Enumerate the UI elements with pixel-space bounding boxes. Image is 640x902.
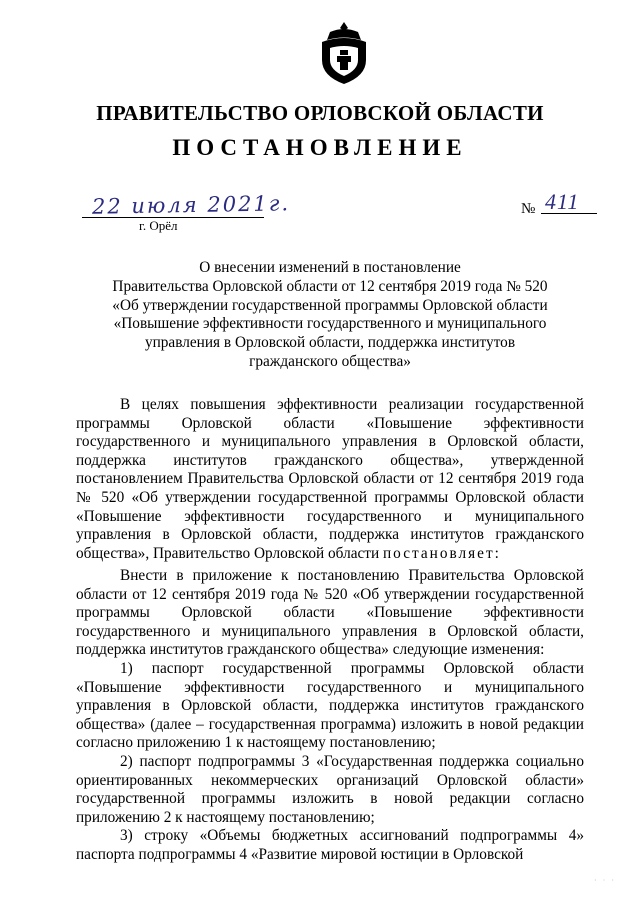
decree-word: постановляет: <box>382 544 501 562</box>
preamble-paragraph <box>76 396 584 563</box>
coat-of-arms-icon <box>318 20 370 86</box>
list-item: 1) паспорт государственной программы Орловской области «Повышение эффективности государственного и муниципального управления в Орловской области, поддержка институтов гражданского общества» (далее – государственная программа) изложить в новой редакции согласно приложению 1 к настоящему постановлению; <box>76 659 584 752</box>
subject-line: «Об утверждении государственной программы Орловской области <box>112 296 548 314</box>
document-subject <box>100 259 560 372</box>
city-label: г. Орёл <box>139 218 178 233</box>
number-underline <box>541 213 597 214</box>
list-item: 2) паспорт подпрограммы 3 «Государственная поддержка социально ориентированных некоммерческих организаций Орловской области» государственной программы изложить в новой редакции согласно приложению 2 к настоящему постановлению; <box>76 752 584 826</box>
subject-line: О внесении изменений в постановление <box>199 259 461 276</box>
subject-line: Правительства Орловской области от 12 сентября 2019 года № 520 <box>112 277 548 295</box>
number-sign: № <box>521 201 536 217</box>
list-item: 3) строку «Объемы бюджетных ассигнований подпрограммы 4» паспорта подпрограммы 4 «Развитие мировой юстиции в Орловской <box>76 827 584 863</box>
intro-paragraph: Внести в приложение к постановлению Правительства Орловской области от 12 сентября 2019 года № 520 «Об утверждении государственной программы Орловской области «Повышение эффективности государственного и муниципального управления в Орловской области, поддержка институтов гражданского общества» следующие изменения: <box>76 567 584 659</box>
preamble-text: В целях повышения эффективности реализации государственной программы Орловской области «Повышение эффективности государственного и муниципального управления в Орловской области, поддержка институтов гражданского общества», утвержденной постановлением Правительства Орловской области от 12 сентября 2019 года № 520 «Об утверждении государственной программы Орловской области «Повышение эффективности государственного и муниципального управления в Орловской области, поддержка институтов гражданского общества», Правительство Орловской области <box>76 396 584 562</box>
operative-section <box>76 567 584 865</box>
handwritten-number: 411 <box>545 189 580 214</box>
subject-line: гражданского общества» <box>249 352 411 370</box>
subject-line: «Повышение эффективности государственного и муниципального <box>113 315 547 333</box>
subject-line: управления в Орловской области, поддержка институтов <box>144 334 516 352</box>
organization-title: ПРАВИТЕЛЬСТВО ОРЛОВСКОЙ ОБЛАСТИ <box>96 101 544 125</box>
document-type-title: ПОСТАНОВЛЕНИЕ <box>172 135 468 160</box>
handwritten-date: 22 июля 2021г. <box>91 191 291 219</box>
scan-marks: · · · <box>594 876 616 885</box>
